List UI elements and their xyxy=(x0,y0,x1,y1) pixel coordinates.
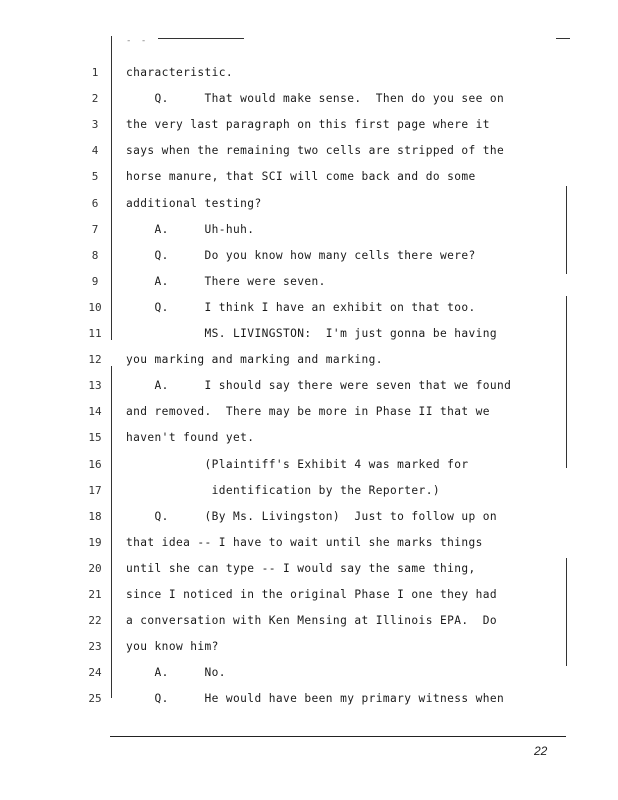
line-number: 20 xyxy=(88,561,102,575)
line-number: 25 xyxy=(88,692,102,706)
transcript-line xyxy=(0,478,618,504)
transcript-line xyxy=(0,660,618,686)
line-text: Q. Do you know how many cells there were? xyxy=(126,248,476,262)
transcript-line xyxy=(0,60,618,86)
line-text: additional testing? xyxy=(126,196,262,210)
line-text: you know him? xyxy=(126,640,219,654)
line-text: and removed. There may be more in Phase II that we xyxy=(126,405,490,419)
line-number: 24 xyxy=(88,666,102,680)
line-number: 5 xyxy=(91,170,99,184)
transcript-line xyxy=(0,452,618,478)
transcript-line xyxy=(0,504,618,530)
line-number: 9 xyxy=(91,274,99,288)
line-text: haven't found yet. xyxy=(126,431,255,445)
line-text: Q. I think I have an exhibit on that too. xyxy=(126,300,476,314)
line-number: 13 xyxy=(88,379,102,393)
transcript-line xyxy=(0,243,618,269)
line-number: 1 xyxy=(91,66,99,79)
transcript-line xyxy=(0,373,618,399)
transcript-line xyxy=(0,217,618,243)
transcript-line xyxy=(0,164,618,190)
line-number: 10 xyxy=(88,300,102,314)
transcript-line xyxy=(0,634,618,660)
line-text: (Plaintiff's Exhibit 4 was marked for xyxy=(126,457,469,471)
line-text: Q. That would make sense. Then do you see on xyxy=(126,92,505,106)
line-text: since I noticed in the original Phase I one they had xyxy=(126,588,498,601)
line-number: 12 xyxy=(88,353,102,367)
line-text: A. I should say there were seven that we found xyxy=(126,379,512,393)
line-text: you marking and marking and marking. xyxy=(126,353,383,367)
line-number: 21 xyxy=(88,588,102,601)
page-number: 22 xyxy=(534,744,548,758)
line-number: 6 xyxy=(91,196,99,210)
line-number: 14 xyxy=(88,405,102,419)
line-number: 4 xyxy=(91,144,99,158)
transcript-line xyxy=(0,347,618,373)
line-text: MS. LIVINGSTON: I'm just gonna be having xyxy=(126,327,498,340)
line-number: 15 xyxy=(88,431,102,445)
line-number: 16 xyxy=(88,457,102,471)
line-text: identification by the Reporter.) xyxy=(126,483,440,497)
line-number: 3 xyxy=(91,118,99,132)
transcript-line xyxy=(0,608,618,634)
footer-rule xyxy=(110,736,566,737)
transcript-line xyxy=(0,295,618,321)
line-number: 8 xyxy=(91,248,99,262)
header-rule-left xyxy=(158,38,244,39)
line-number: 19 xyxy=(88,535,102,549)
line-number: 2 xyxy=(91,92,99,106)
line-text: a conversation with Ken Mensing at Illinois EPA. Do xyxy=(126,614,498,628)
line-text: horse manure, that SCI will come back and do some xyxy=(126,170,476,184)
transcript-line xyxy=(0,399,618,425)
line-number: 18 xyxy=(88,509,102,523)
line-number: 23 xyxy=(88,640,102,654)
transcript-line xyxy=(0,138,618,164)
transcript-line xyxy=(0,530,618,556)
transcript-line xyxy=(0,269,618,295)
line-number: 22 xyxy=(88,614,102,628)
header-mark: - - xyxy=(126,36,149,46)
line-text: until she can type -- I would say the same thing, xyxy=(126,561,476,575)
transcript-line xyxy=(0,191,618,217)
transcript-line xyxy=(0,321,618,347)
header-rule-right xyxy=(556,38,570,39)
line-text: A. There were seven. xyxy=(126,274,326,288)
line-text: A. Uh-huh. xyxy=(126,222,255,236)
transcript-line xyxy=(0,686,618,712)
line-number: 7 xyxy=(91,222,99,236)
line-number: 17 xyxy=(88,483,102,497)
transcript-line xyxy=(0,425,618,451)
line-text: that idea -- I have to wait until she marks things xyxy=(126,535,483,549)
line-text: A. No. xyxy=(126,666,226,680)
line-text: characteristic. xyxy=(126,66,234,79)
line-text: says when the remaining two cells are stripped of the xyxy=(126,144,505,158)
transcript-line xyxy=(0,556,618,582)
transcript-line xyxy=(0,582,618,608)
line-text: Q. He would have been my primary witness when xyxy=(126,692,505,706)
line-number: 11 xyxy=(88,327,102,340)
line-text: the very last paragraph on this first page where it xyxy=(126,118,490,132)
line-text: Q. (By Ms. Livingston) Just to follow up on xyxy=(126,509,498,523)
transcript-line xyxy=(0,112,618,138)
transcript-line xyxy=(0,86,618,112)
